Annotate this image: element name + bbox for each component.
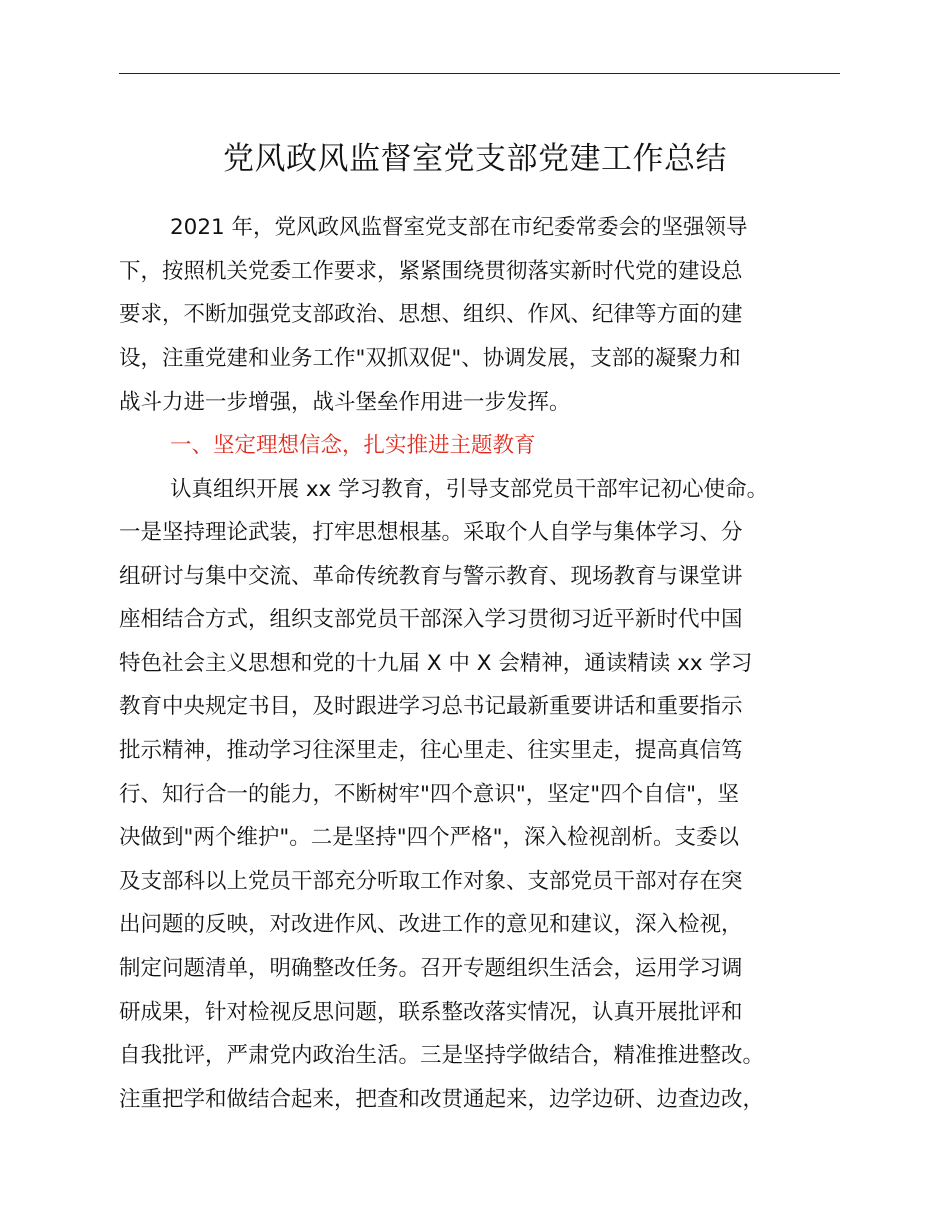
text-line: 决做到"两个维护"。二是坚持"四个严格"，深入检视剖析。支委以 <box>119 825 740 850</box>
text-line: 自我批评，严肃党内政治生活。三是坚持学做结合，精准推进整改。 <box>119 1043 765 1068</box>
text-line: 研成果，针对检视反思问题，联系整改落实情况，认真开展批评和 <box>119 1000 743 1025</box>
text-line: 一是坚持理论武装，打牢思想根基。采取个人自学与集体学习、分 <box>119 520 743 545</box>
text-line: 注重把学和做结合起来，把查和改贯通起来，边学边研、边查边改， <box>119 1087 765 1112</box>
document-title: 党风政风监督室党支部党建工作总结 <box>223 141 727 177</box>
text-line: 2021 年，党风政风监督室党支部在市纪委常委会的坚强领导 <box>170 215 748 240</box>
section-heading-1: 一、坚定理想信念，扎实推进主题教育 <box>170 433 536 458</box>
text-line: 批示精神，推动学习往深里走，往心里走、往实里走，提高真信笃 <box>119 738 743 763</box>
text-line: 设，注重党建和业务工作"双抓双促"、协调发展，支部的凝聚力和 <box>119 346 741 371</box>
text-line: 下，按照机关党委工作要求，紧紧围绕贯彻落实新时代党的建设总 <box>119 259 743 284</box>
text-line: 及支部科以上党员干部充分听取工作对象、支部党员干部对存在突 <box>119 869 743 894</box>
text-line: 认真组织开展 xx 学习教育，引导支部党员干部牢记初心使命。 <box>170 477 769 502</box>
text-line: 组研讨与集中交流、革命传统教育与警示教育、现场教育与课堂讲 <box>119 564 743 589</box>
text-line: 教育中央规定书目，及时跟进学习总书记最新重要讲话和重要指示 <box>119 694 743 719</box>
text-line: 座相结合方式，组织支部党员干部深入学习贯彻习近平新时代中国 <box>119 607 743 632</box>
text-line: 行、知行合一的能力，不断树牢"四个意识"，坚定"四个自信"，坚 <box>119 782 740 807</box>
header-rule <box>119 73 840 74</box>
text-line: 制定问题清单，明确整改任务。召开专题组织生活会，运用学习调 <box>119 956 743 981</box>
text-line: 特色社会主义思想和党的十九届 X 中 X 会精神，通读精读 xx 学习 <box>119 651 753 676</box>
text-line: 要求，不断加强党支部政治、思想、组织、作风、纪律等方面的建 <box>119 302 743 327</box>
text-line: 出问题的反映，对改进作风、改进工作的意见和建议，深入检视， <box>119 912 743 937</box>
text-line: 战斗力进一步增强，战斗堡垒作用进一步发挥。 <box>119 390 571 415</box>
